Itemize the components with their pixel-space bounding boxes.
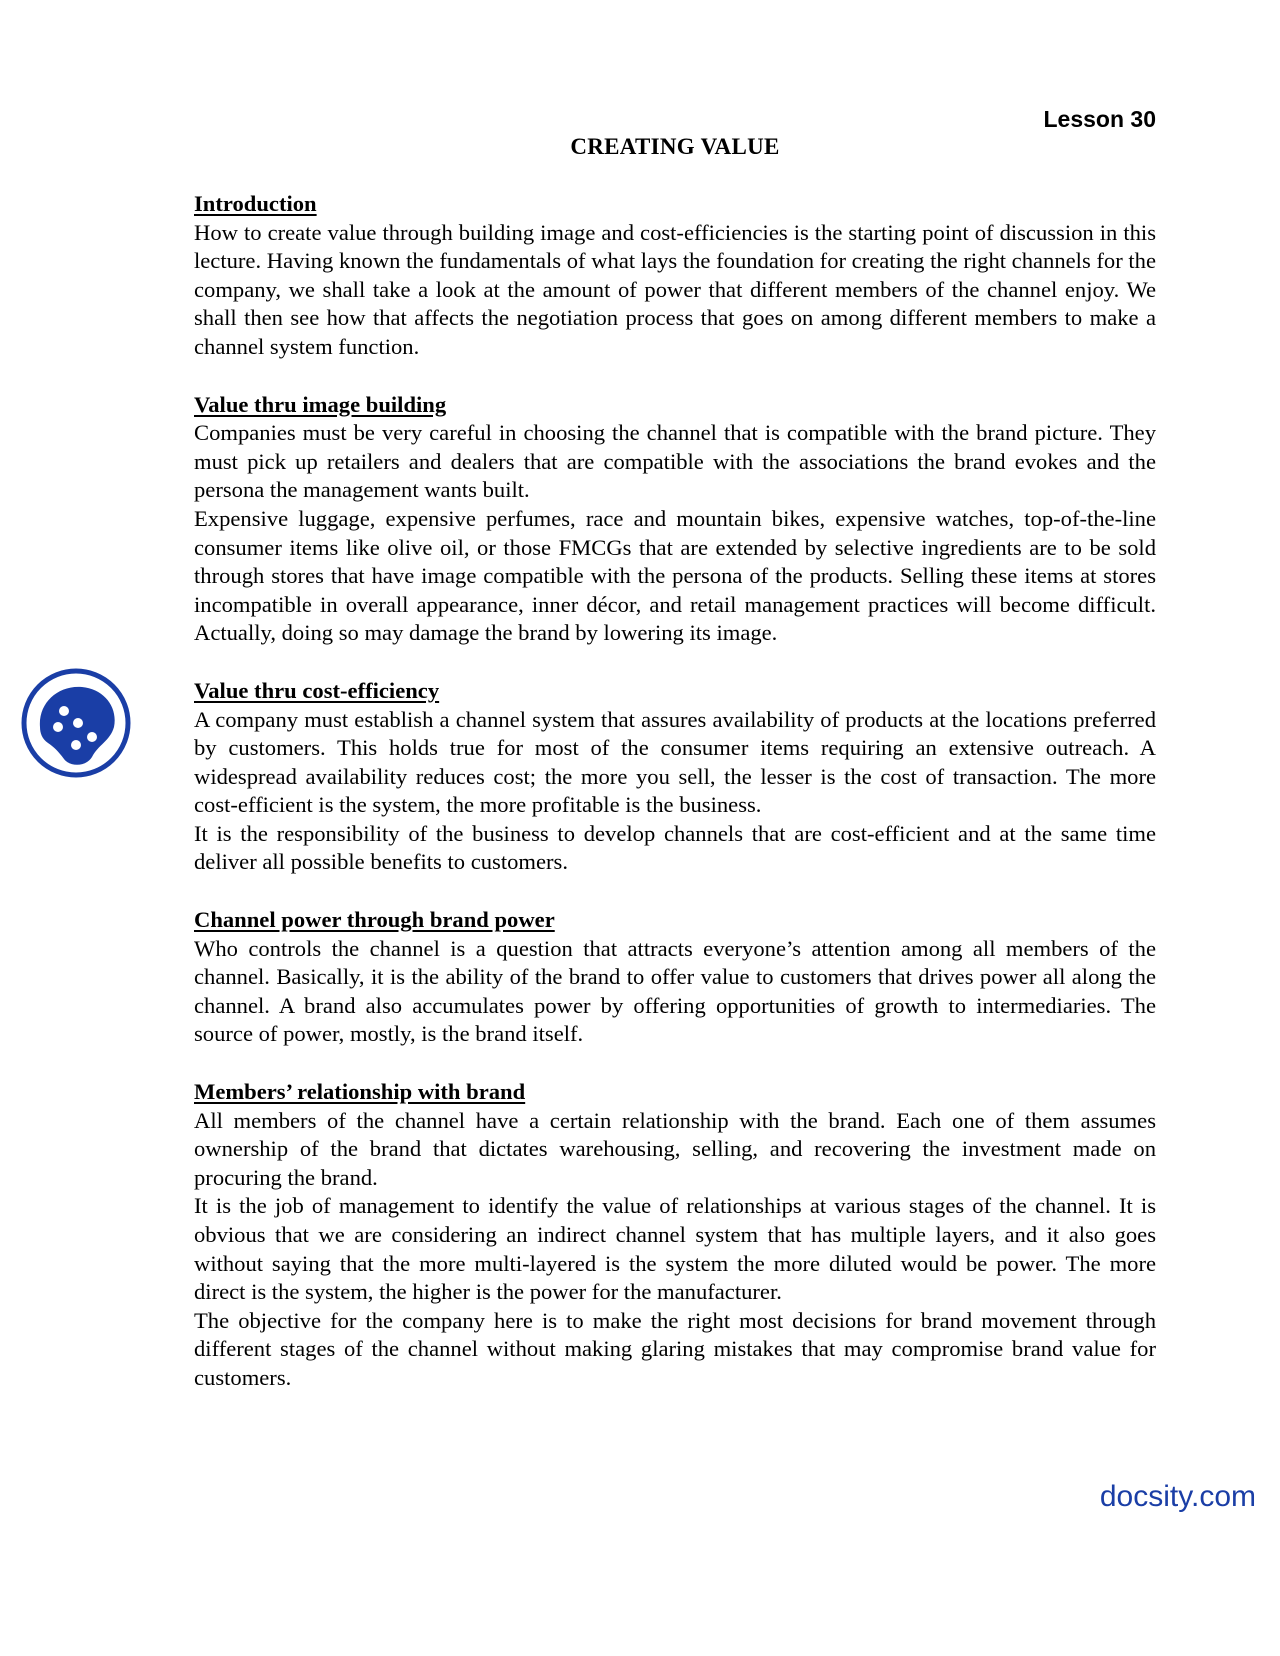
section-heading: Value thru cost-efficiency xyxy=(194,677,440,703)
docsity-logo-icon xyxy=(20,667,132,779)
section-heading: Members’ relationship with brand xyxy=(194,1079,526,1105)
section-introduction xyxy=(194,190,1156,362)
section-members-relationship xyxy=(194,1078,1156,1393)
section-channel-power xyxy=(194,906,1156,1049)
section-heading: Introduction xyxy=(194,191,317,216)
document-body xyxy=(194,190,1156,1393)
page-title: CREATING VALUE xyxy=(570,134,780,159)
paragraph: Companies must be very careful in choosing the channel that is compatible with the brand picture. They must pick up retailers and dealers that are compatible with the associations the brand evokes and the persona the management wants built. xyxy=(194,420,1156,503)
paragraph: Who controls the channel is a question that attracts everyone’s attention among all members of the channel. Basically, it is the ability of the brand to offer value to customers that drives power all along the channel. A brand also accumulates power by offering opportunities of growth to intermediaries. The source of power, mostly, is the brand itself. xyxy=(194,935,1156,1047)
paragraph: The objective for the company here is to make the right most decisions for brand movement through different stages of the channel without making glaring mistakes that may compromise brand value for customers. xyxy=(194,1307,1156,1390)
paragraph: Expensive luggage, expensive perfumes, race and mountain bikes, expensive watches, top-of-the-line consumer items like olive oil, or those FMCGs that are extended by selective ingredients are to be sold through stores that have image compatible with the persona of the products. Selling these items at stores incompatible in overall appearance, inner décor, and retail management practices will become difficult. Actually, doing so may damage the brand by lowering its image. xyxy=(194,505,1156,646)
paragraph: It is the job of management to identify the value of relationships at various stages of the channel. It is obvious that we are considering an indirect channel system that has multiple layers, and it also goes without saying that the more multi-layered is the system the more diluted would be power. The more direct is the system, the higher is the power for the manufacturer. xyxy=(194,1193,1156,1305)
section-cost-efficiency xyxy=(194,677,1156,877)
paragraph: How to create value through building image and cost-efficiencies is the starting point of discussion in this lecture. Having known the fundamentals of what lays the foundation for creating the right channels for the company, we shall take a look at the amount of power that different members of the channel enjoy. We shall then see how that affects the negotiation process that goes on among different members to make a channel system function. xyxy=(194,219,1156,359)
lesson-number: Lesson 30 xyxy=(1043,106,1156,132)
paragraph: A company must establish a channel system that assures availability of products at the locations preferred by customers. This holds true for most of the consumer items requiring an extensive outreach. A widespread availability reduces cost; the more you sell, the lesser is the cost of transaction. The more cost-efficient is the system, the more profitable is the business. xyxy=(194,706,1156,818)
paragraph: It is the responsibility of the business to develop channels that are cost-efficient and at the same time deliver all possible benefits to customers. xyxy=(194,820,1156,875)
docsity-link[interactable]: docsity.com xyxy=(1099,1480,1256,1513)
section-image-building xyxy=(194,391,1156,648)
section-heading: Value thru image building xyxy=(194,391,447,417)
paragraph: All members of the channel have a certain relationship with the brand. Each one of them assumes ownership of the brand that dictates warehousing, selling, and recovering the investment made on procuring the brand. xyxy=(194,1107,1156,1190)
section-heading: Channel power through brand power xyxy=(194,907,555,933)
